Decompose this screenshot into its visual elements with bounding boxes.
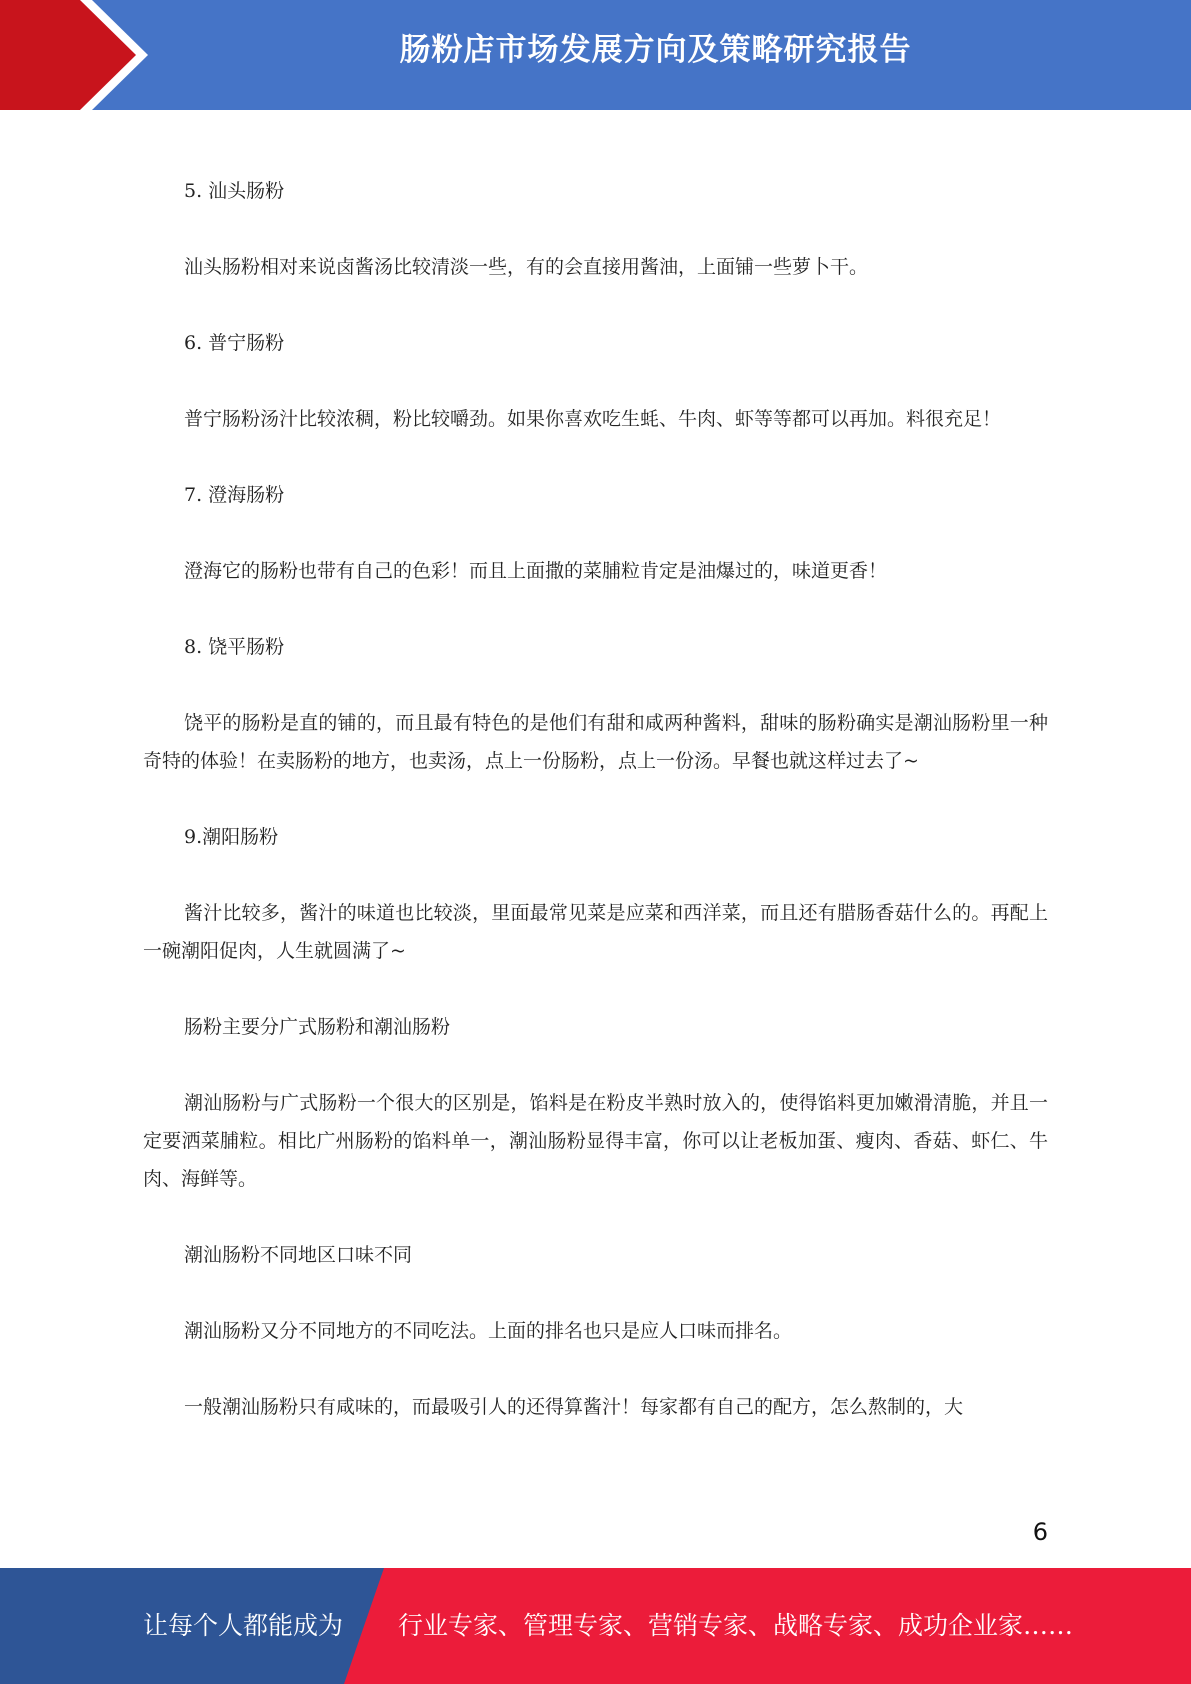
section-heading: 9.潮阳肠粉 <box>184 826 279 848</box>
document-body <box>143 172 1048 1464</box>
section-heading: 6. 普宁肠粉 <box>184 332 285 354</box>
footer-slogan-left: 让每个人都能成为 <box>143 1611 344 1640</box>
body-paragraph: 澄海它的肠粉也带有自己的色彩！而且上面撒的菜脯粒肯定是油爆过的，味道更香！ <box>184 560 888 582</box>
section-heading: 肠粉主要分广式肠粉和潮汕肠粉 <box>184 1016 451 1038</box>
page-footer <box>0 1568 1191 1684</box>
page-title: 肠粉店市场发展方向及策略研究报告 <box>399 32 912 68</box>
section-heading: 7. 澄海肠粉 <box>184 484 285 506</box>
section-heading: 8. 饶平肠粉 <box>184 636 285 658</box>
body-paragraph: 潮汕肠粉又分不同地方的不同吃法。上面的排名也只是应人口味而排名。 <box>184 1320 793 1342</box>
body-paragraph: 汕头肠粉相对来说卤酱汤比较清淡一些，有的会直接用酱油，上面铺一些萝卜干。 <box>184 256 869 278</box>
page-number: 6 <box>1032 1518 1048 1546</box>
footer-slogan-right: 行业专家、管理专家、营销专家、战略专家、成功企业家…… <box>398 1611 1074 1640</box>
section-heading: 5. 汕头肠粉 <box>184 180 285 202</box>
page-header <box>0 0 1191 110</box>
body-paragraph: 潮汕肠粉与广式肠粉一个很大的区别是，馅料是在粉皮半熟时放入的，使得馅料更加嫩滑清脆，并且一定要洒菜脯粒。相比广州肠粉的馅料单一，潮汕肠粉显得丰富，你可以让老板加蛋、瘦肉、香菇、虾仁、牛肉、海鲜等。 <box>143 1092 1048 1190</box>
body-paragraph: 一般潮汕肠粉只有咸味的，而最吸引人的还得算酱汁！每家都有自己的配方，怎么熬制的，大 <box>184 1396 964 1418</box>
body-paragraph: 酱汁比较多，酱汁的味道也比较淡，里面最常见菜是应菜和西洋菜，而且还有腊肠香菇什么的。再配上一碗潮阳促肉，人生就圆满了~ <box>143 902 1048 962</box>
section-heading: 潮汕肠粉不同地区口味不同 <box>184 1244 413 1266</box>
body-paragraph: 普宁肠粉汤汁比较浓稠，粉比较嚼劲。如果你喜欢吃生蚝、牛肉、虾等等都可以再加。料很充足！ <box>184 408 1002 430</box>
body-paragraph: 饶平的肠粉是直的铺的，而且最有特色的是他们有甜和咸两种酱料，甜味的肠粉确实是潮汕肠粉里一种奇特的体验！在卖肠粉的地方，也卖汤，点上一份肠粉，点上一份汤。早餐也就这样过去了~ <box>143 712 1048 772</box>
